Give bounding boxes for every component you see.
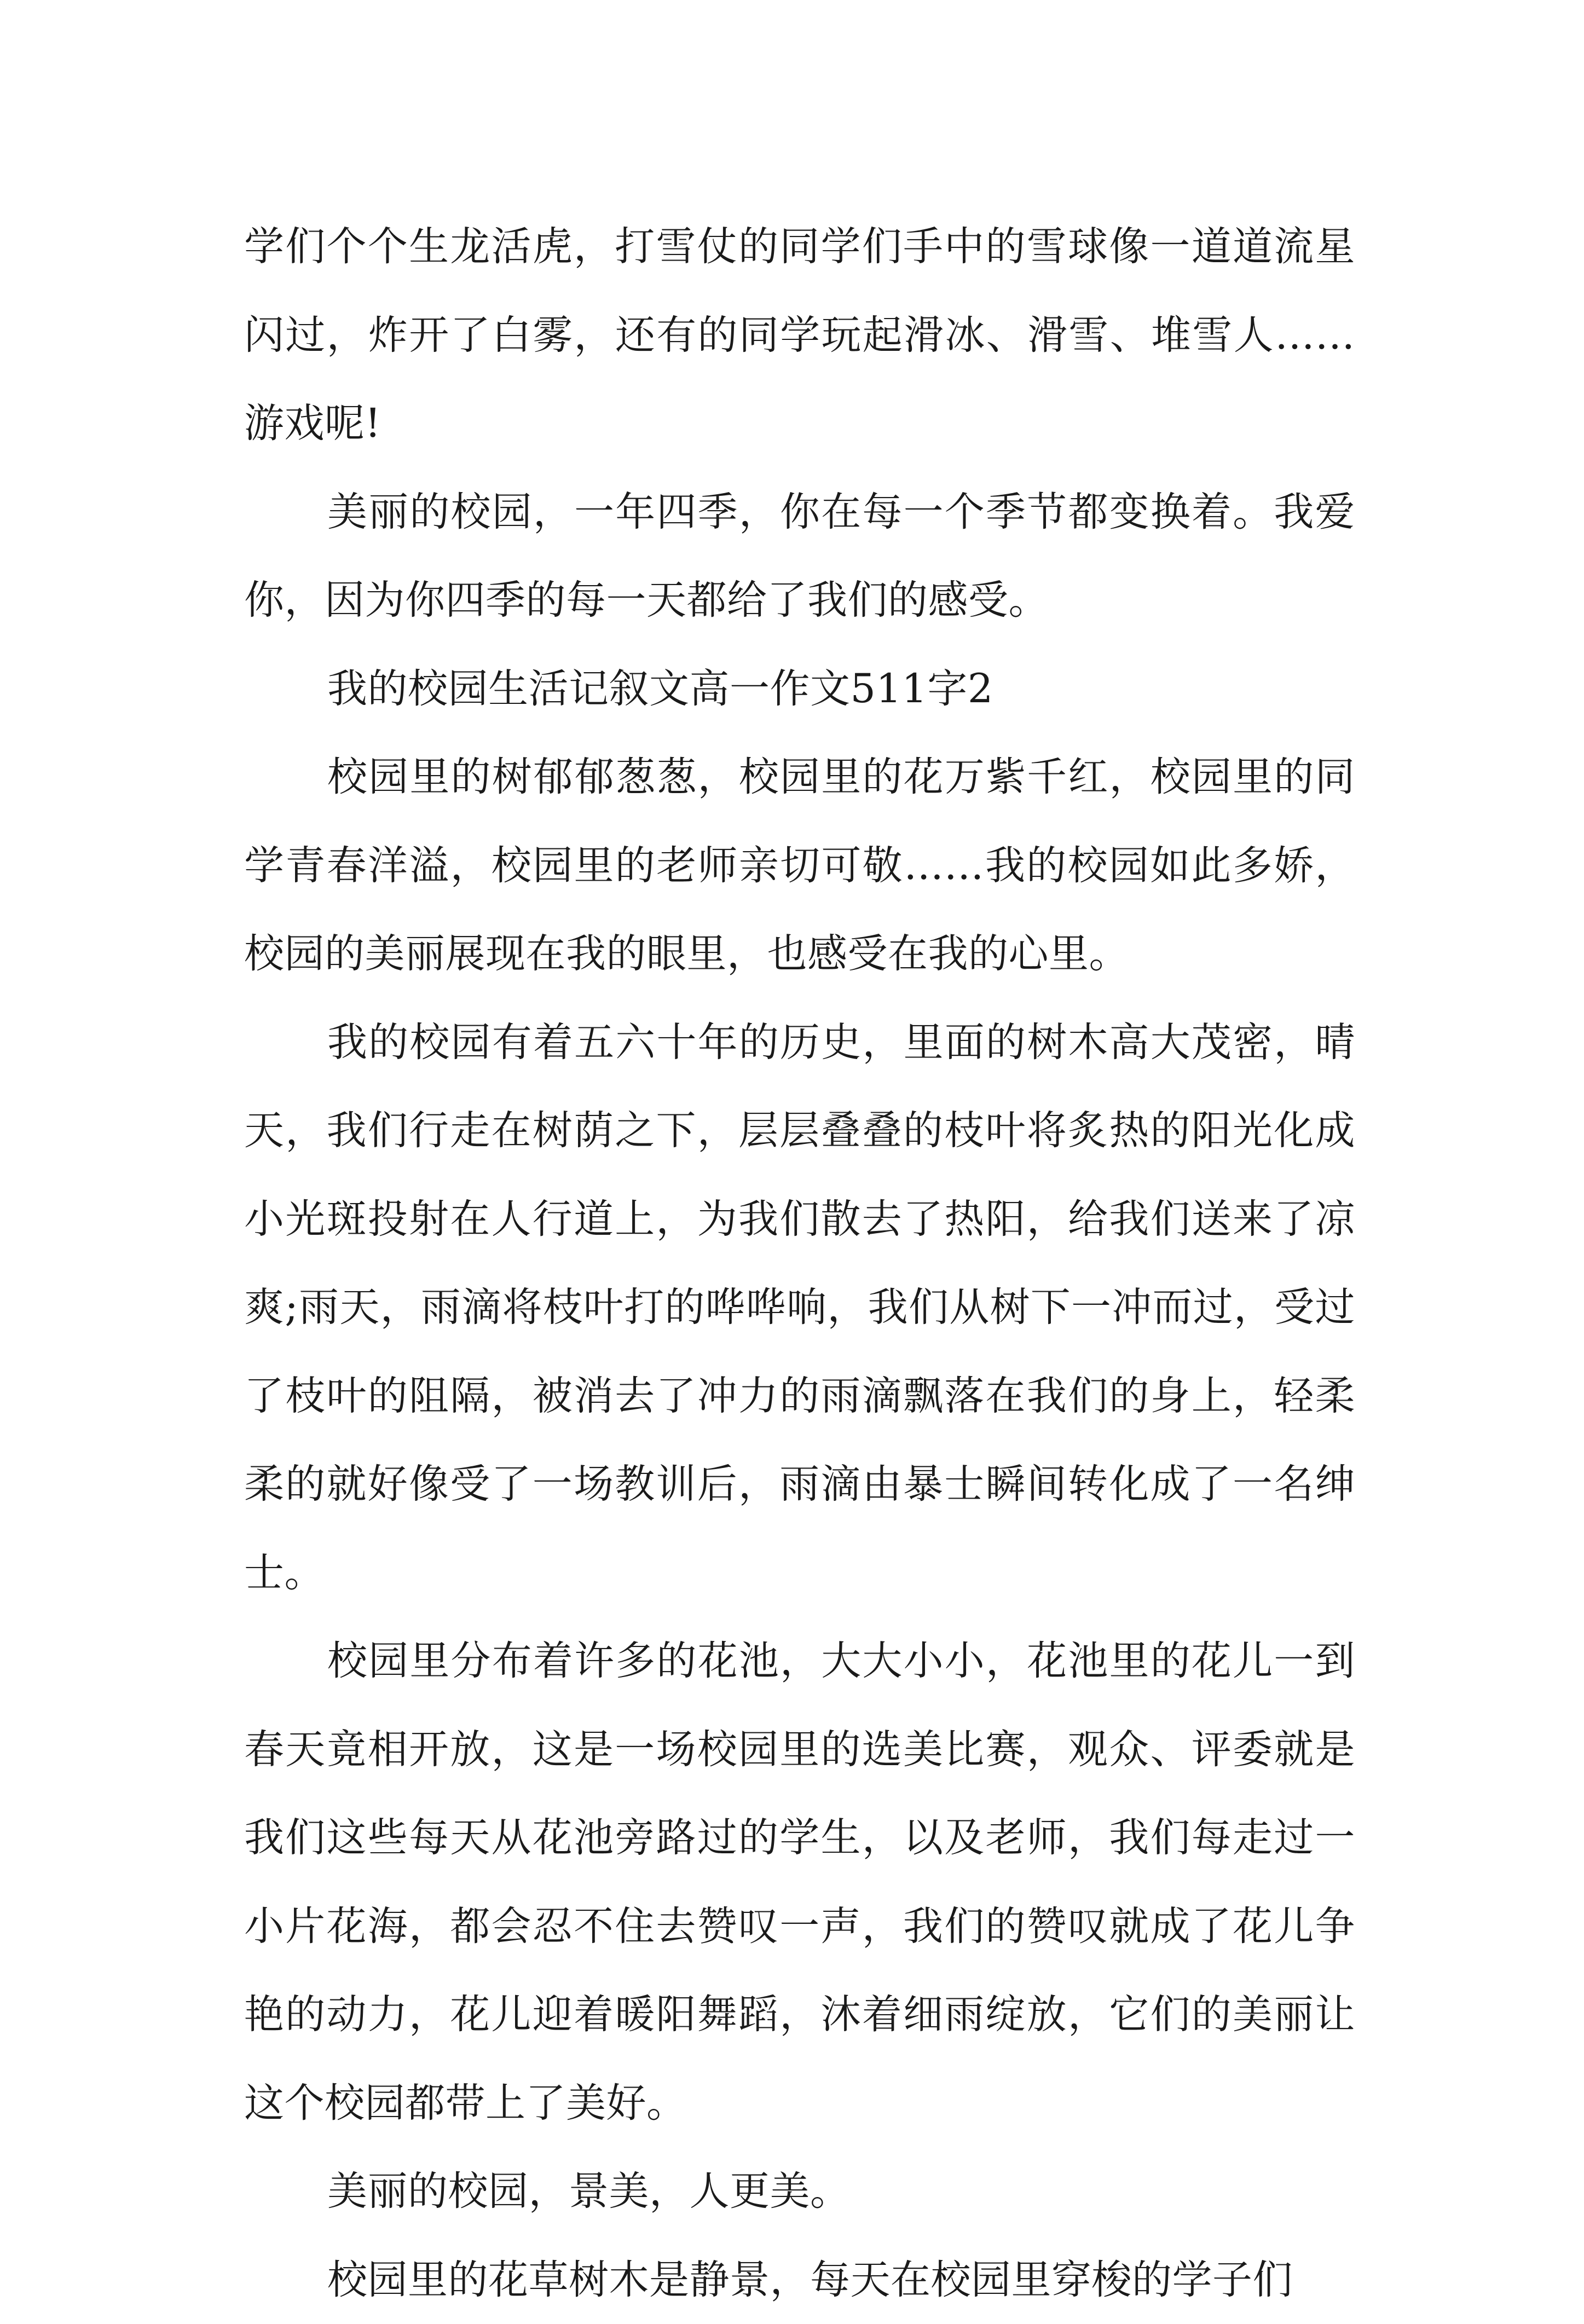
- paragraph-1: 学们个个生龙活虎，打雪仗的同学们手中的雪球像一道道流星闪过，炸开了白雾，还有的同学玩起滑冰、滑雪、堆雪人……游戏呢!: [244, 203, 1355, 468]
- paragraph-2: 美丽的校园，一年四季，你在每一个季节都变换着。我爱你，因为你四季的每一天都给了我们的感受。: [244, 468, 1355, 645]
- document-page: [244, 203, 1355, 2324]
- section-heading: 我的校园生活记叙文高一作文511字2: [244, 645, 1355, 733]
- paragraph-6: 美丽的校园，景美，人更美。: [244, 2147, 1355, 2236]
- paragraph-4: 我的校园有着五六十年的历史，里面的树木高大茂密，晴天，我们行走在树荫之下，层层叠叠的枝叶将炙热的阳光化成小光斑投射在人行道上，为我们散去了热阳，给我们送来了凉爽;雨天，雨滴将枝叶打的哗哗响，我们从树下一冲而过，受过了枝叶的阻隔，被消去了冲力的雨滴飘落在我们的身上，轻柔柔的就好像受了一场教训后，雨滴由暴士瞬间转化成了一名绅士。: [244, 998, 1355, 1617]
- paragraph-3: 校园里的树郁郁葱葱，校园里的花万紫千红，校园里的同学青春洋溢，校园里的老师亲切可敬……我的校园如此多娇，校园的美丽展现在我的眼里，也感受在我的心里。: [244, 733, 1355, 998]
- paragraph-5: 校园里分布着许多的花池，大大小小，花池里的花儿一到春天竟相开放，这是一场校园里的选美比赛，观众、评委就是我们这些每天从花池旁路过的学生，以及老师，我们每走过一小片花海，都会忍不住去赞叹一声，我们的赞叹就成了花儿争艳的动力，花儿迎着暖阳舞蹈，沐着细雨绽放，它们的美丽让这个校园都带上了美好。: [244, 1617, 1355, 2147]
- paragraph-7: 校园里的花草树木是静景，每天在校园里穿梭的学子们: [244, 2236, 1355, 2324]
